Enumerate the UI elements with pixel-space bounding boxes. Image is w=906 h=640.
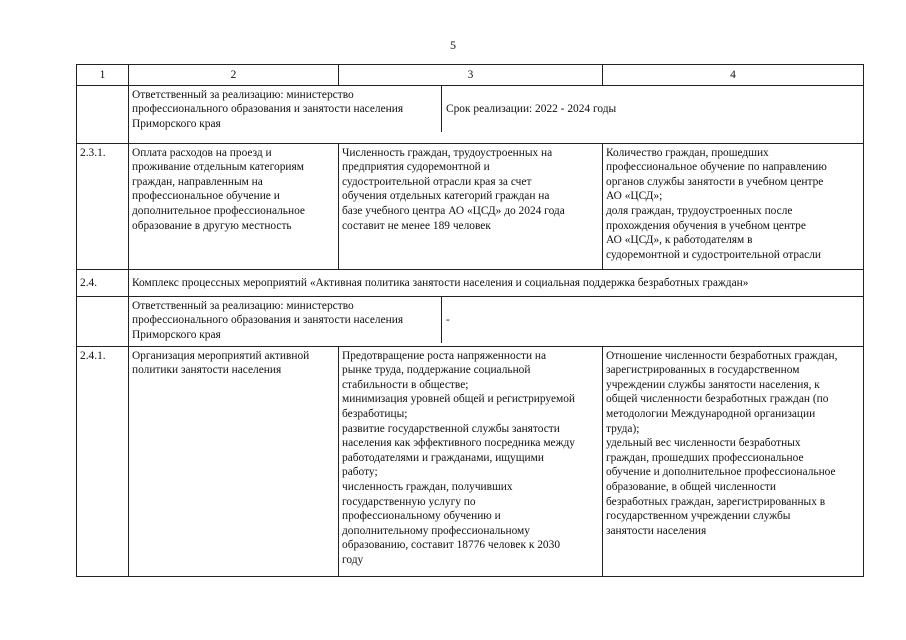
item-number: 2.4.1. [77, 346, 129, 576]
implementation-period: - [446, 314, 450, 327]
item-name: Оплата расходов на проезд и проживание отдельным категориям граждан, направленным на профессиональное обучение и дополнительное профессиональное образование в другую местность [129, 143, 339, 269]
item-number: 2.3.1. [77, 143, 129, 269]
activities-table [76, 64, 864, 577]
item-task: Предотвращение роста напряженности на рынке труда, поддержание социальной стабильности в обществе; минимизация уровней общей и регистрируемой безработицы; развитие государственной службы занятости населения как эффективного посредника между работодателями и гражданами, ищущими работу; численность граждан, получивших государственную услугу по профессиональному обучению и дополнительному профессиональному образованию, составит 18776 человек к 2030 году [339, 346, 603, 576]
responsible-row [77, 296, 864, 346]
cell-divider [441, 86, 442, 133]
column-number-4: 4 [603, 65, 864, 86]
implementation-period: Срок реализации: 2022 - 2024 годы [446, 103, 617, 116]
table-row [77, 143, 864, 269]
item-task: Численность граждан, трудоустроенных на предприятия судоремонтной и судостроительной отрасли края за счет обучения отдельных категорий граждан на базе учебного центра АО «ЦСД» до 2024 года составит не менее 189 человек [339, 143, 603, 269]
complex-title: Комплекс процессных мероприятий «Активная политика занятости населения и социальная поддержка безработных граждан» [129, 269, 864, 296]
column-number-2: 2 [129, 65, 339, 86]
column-number-3: 3 [339, 65, 603, 86]
complex-row [77, 269, 864, 296]
item-name: Организация мероприятий активной политики занятости населения [129, 346, 339, 576]
page-number: 5 [450, 38, 456, 52]
table-header-row [77, 65, 864, 86]
responsible-cell [129, 296, 864, 346]
responsible-row [77, 85, 864, 143]
table-row [77, 346, 864, 576]
responsible-text: Ответственный за реализацию: министерство профессионального образования и занятости населения Приморского края [132, 88, 404, 130]
column-number-1: 1 [77, 65, 129, 86]
empty-number-cell [77, 296, 129, 346]
item-indicator: Отношение численности безработных граждан, зарегистрированных в государственном учреждении службы занятости населения, к общей численности безработных граждан (по методологии Международной организации труда); удельный вес численности безработных граждан, прошедших профессиональное обучение и дополнительное профессиональное образование, в общей численности безработных граждан, зарегистрированных в государственном учреждении службы занятости населения [603, 346, 864, 576]
cell-divider [441, 297, 442, 344]
empty-number-cell [77, 85, 129, 143]
complex-number: 2.4. [77, 269, 129, 296]
item-indicator: Количество граждан, прошедших профессиональное обучение по направлению органов службы занятости в учебном центре АО «ЦСД»; доля граждан, трудоустроенных после прохождения обучения в учебном центре АО «ЦСД», к работодателям в судоремонтной и судостроительной отрасли [603, 143, 864, 269]
responsible-text: Ответственный за реализацию: министерство профессионального образования и занятости населения Приморского края [132, 299, 404, 341]
responsible-cell [129, 85, 864, 143]
